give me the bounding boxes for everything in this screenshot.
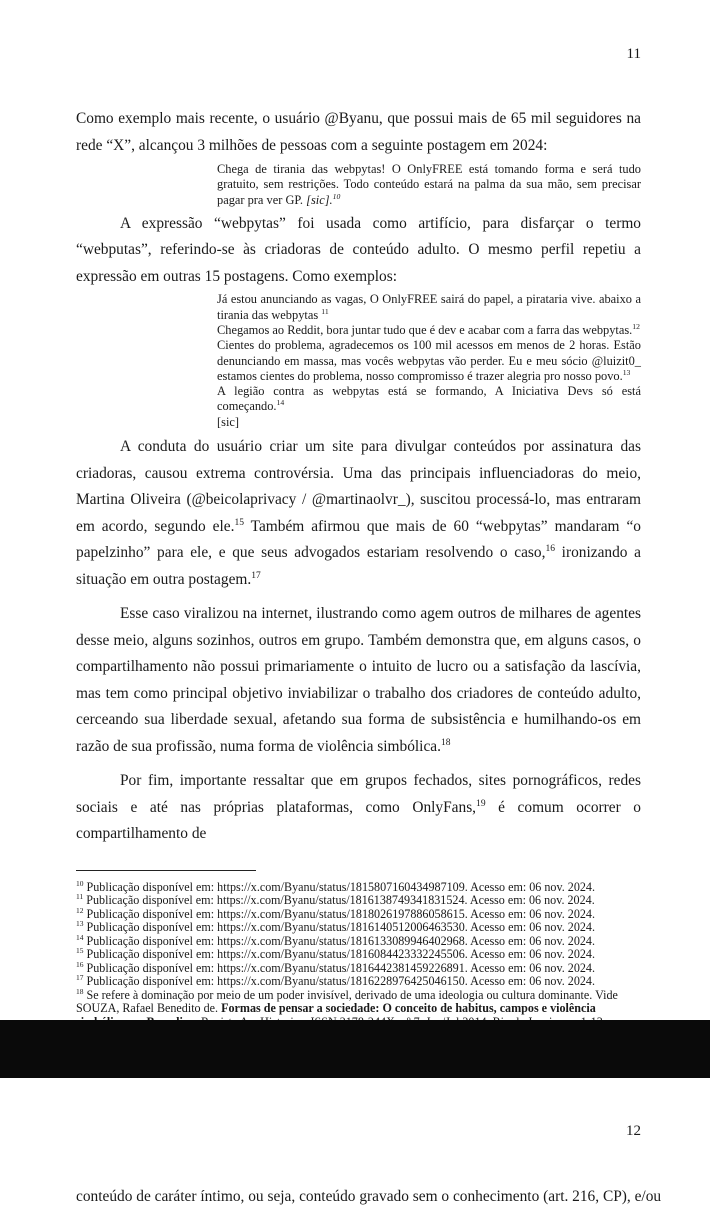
page-number: 11 — [626, 46, 641, 62]
footnote-divider — [76, 870, 256, 871]
intro-paragraph: Como exemplo mais recente, o usuário @Byanu, que possui mais de 65 mil seguidores na rede “X”, alcançou 3 milhões de pessoas com a seguinte postagem em 2024: — [76, 110, 641, 154]
footnote: $^{13}$ Publicação disponível em: https://x.com/Byanu/status/1816140512006463530. Acesso em: 06 nov. 2024. — [76, 919, 595, 935]
footnote: $^{12}$ Publicação disponível em: https://x.com/Byanu/status/1818026197886058615. Acesso em: 06 nov. 2024. — [76, 905, 595, 921]
page-separator — [0, 1020, 710, 1078]
quote-line: Chega de tirania das webpytas! O OnlyFREE está tomando forma e será tudo gratuito, sem restrições. Todo conteúdo estará na palma da sua mão, sem precisar pagar pra ver GP. [sic].$^{10}$ — [217, 162, 641, 207]
footnote: $^{15}$ Publicação disponível em: https://x.com/Byanu/status/1816084423332245506. Acesso em: 06 nov. 2024. — [76, 946, 595, 962]
quote-line: Cientes do problema, agradecemos os 100 mil acessos em menos de 2 horas. Estão denunciando em massa, mas vocês webpytas vão perder. Eu e meu sócio @luizit0_ estamos cientes do problema, nosso compromisso é trazer alegria pro nosso povo.$^{13}$ — [217, 338, 641, 383]
footnote-bourdieu: $^{18}$ Se refere à dominação por meio de um poder invisível, derivado de uma ideologia ou cultura dominante. Vide SOUZA, Rafael Benedito de. Formas de pensar a sociedade: O conceito de habitus, campos e violência — [76, 986, 618, 1016]
footnote: $^{17}$ Publicação disponível em: https://x.com/Byanu/status/1816228976425046150. Acesso em: 06 nov. 2024. — [76, 973, 595, 989]
page-body — [76, 106, 641, 1083]
block-quote-byanu — [217, 162, 641, 208]
quote-line: Já estou anunciando as vagas, O OnlyFREE sairá do papel, a pirataria vive. abaixo a tirania das webpytas $^{11}$ — [217, 292, 641, 322]
footnote: $^{10}$ Publicação disponível em: https://x.com/Byanu/status/1815807160434987109. Acesso em: 06 nov. 2024. — [76, 878, 595, 894]
document-page-12 — [0, 1078, 710, 1205]
quote-line: [sic] — [217, 414, 240, 429]
footnote: $^{16}$ Publicação disponível em: https://x.com/Byanu/status/1816442381459226891. Acesso em: 06 nov. 2024. — [76, 959, 595, 975]
page-number: 12 — [626, 1123, 641, 1139]
footnote: $^{14}$ Publicação disponível em: https://x.com/Byanu/status/1816133089946402968. Acesso em: 06 nov. 2024. — [76, 932, 595, 948]
paragraph-closing: Por fim, importante ressaltar que em grupos fechados, sites pornográficos, redes sociais e até nas próprias plataformas, como OnlyFans,$^{19}$ é comum ocorrer o compartilhamento de — [76, 772, 642, 843]
footnote: $^{11}$ Publicação disponível em: https://x.com/Byanu/status/1816138749341831524. Acesso em: 06 nov. 2024. — [76, 892, 595, 908]
paragraph-viral-case: Esse caso viralizou na internet, ilustrando como agem outros de milhares de agentes desse meio, alguns sozinhos, outros em grupo. Também demonstra que, em alguns casos, o compartilhamento não possui primariamente o intuito de lucro ou a satisfação da lascívia, mas tem como principal objetivo inviabilizar o trabalho dos criadores de conteúdo adulto, cerceando sua liberdade sexual, afetando sua forma de subsistência e humilhando-os em razão de sua profissão, numa forma de violência simbólica.$^{18}$ — [76, 605, 641, 755]
paragraph-webpytas: A expressão “webpytas” foi usada como artifício, para disfarçar o termo “webputas”, referindo-se às criadoras de conteúdo adulto. O mesmo perfil repetiu a expressão em outras 15 postagens. Como exemplos: — [76, 214, 641, 285]
partial-text-line: conteúdo de caráter íntimo, ou seja, conteúdo gravado sem o conhecimento (art. 216, CP), e/ou — [76, 1188, 662, 1205]
quote-line: Chegamos ao Reddit, bora juntar tudo que é dev e acabar com a farra das webpytas.$^{12}$ — [217, 321, 640, 337]
quote-line: A legião contra as webpytas está se formando, A Iniciativa Devs só está começando.$^{14}$ — [217, 384, 641, 414]
paragraph-conduct: A conduta do usuário criar um site para divulgar conteúdos por assinatura das criadoras, causou extrema controvérsia. Uma das principais influenciadoras do meio, Martina Oliveira (@beicolaprivacy / @martinaolvr_), suscitou processá-lo, mas entraram em acordo, segundo ele.$^{15}$ Também afirmou que mais de 60 “webpytas” mandaram “o papelzinho” para ele, e que seus advogados estariam resolvendo o caso,$^{16}$ ironizando a situação em outra postagem.$^{17}$ — [76, 438, 642, 588]
block-quote-examples — [217, 292, 641, 430]
